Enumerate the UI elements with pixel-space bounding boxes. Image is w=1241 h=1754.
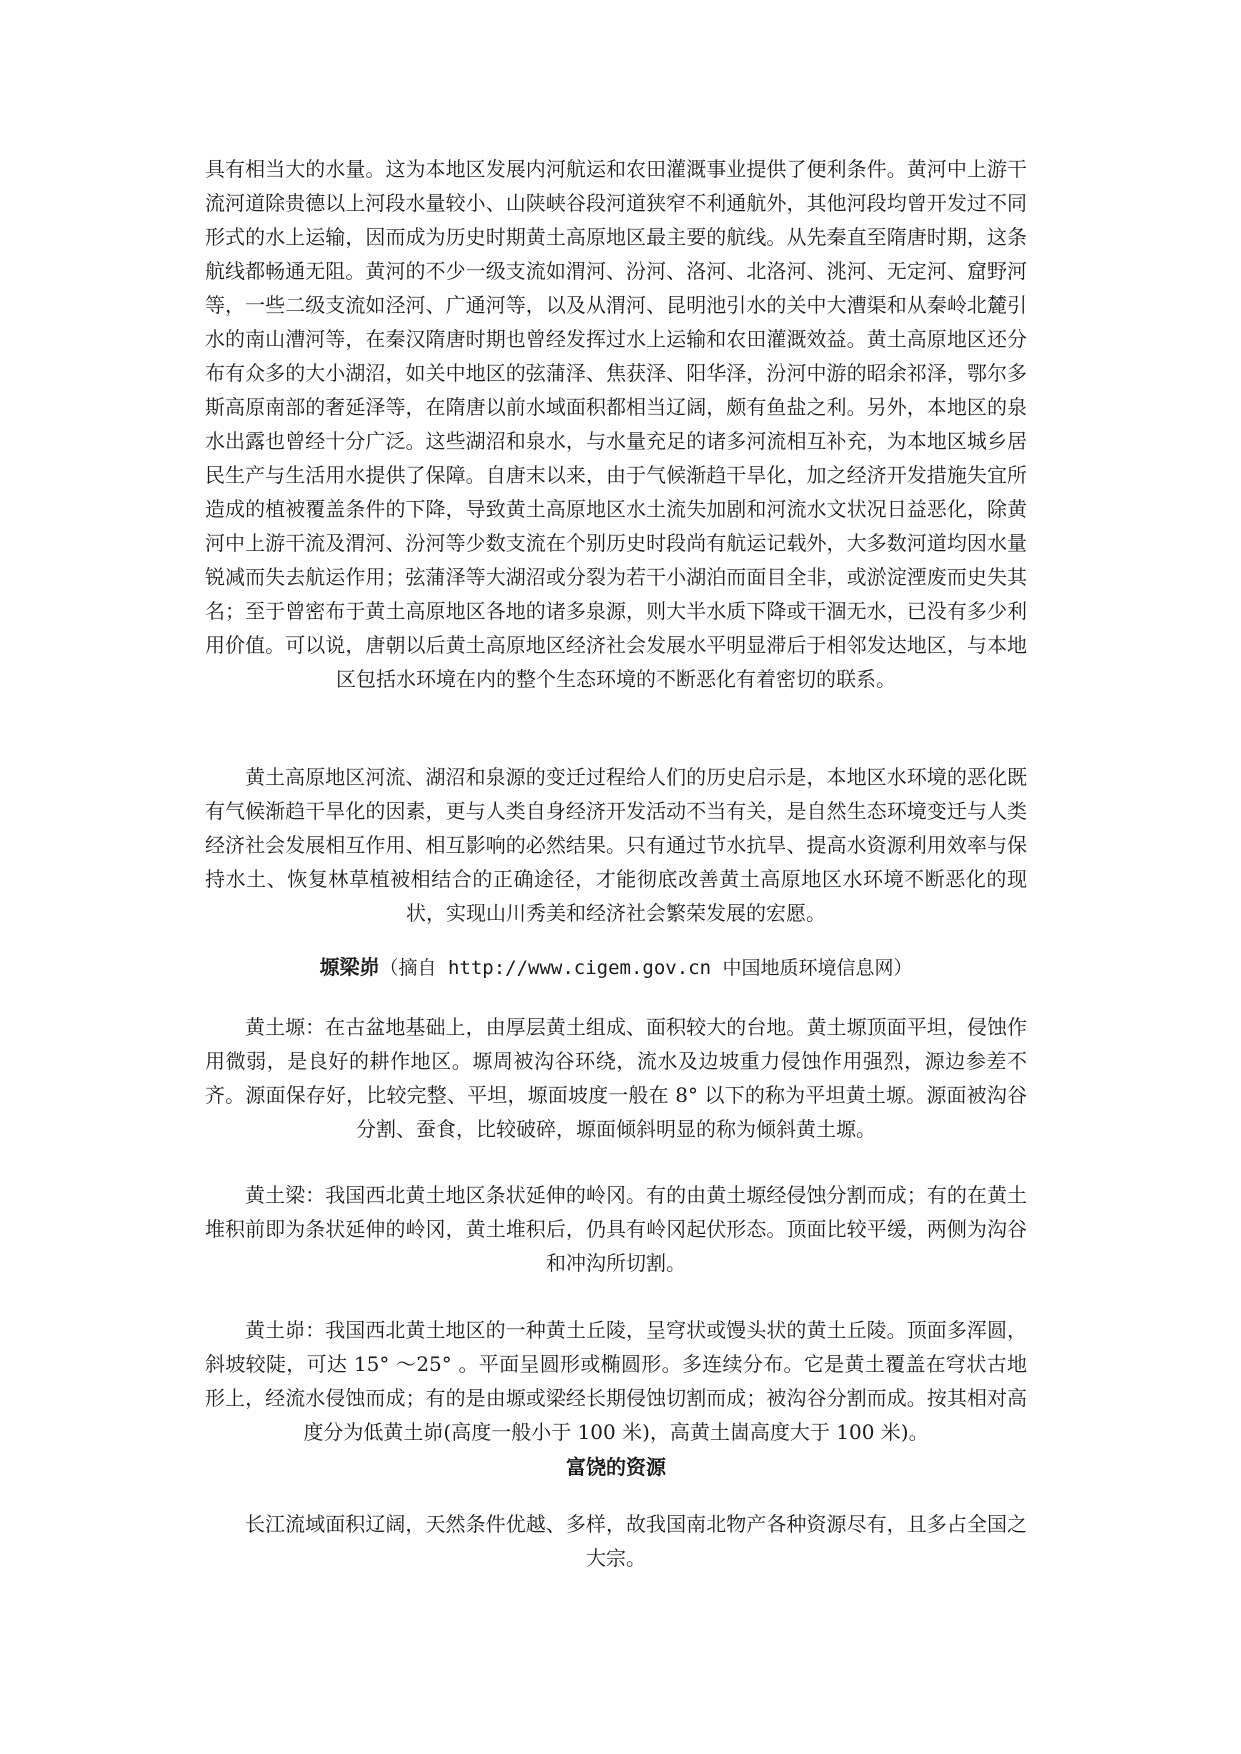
paragraph-water-navigation: 具有相当大的水量。这为本地区发展内河航运和农田灌溉事业提供了便利条件。黄河中上游干流河道除贵德以上河段水量较小、山陕峡谷段河道狭窄不利通航外，其他河段均曾开发过不同形式的水上运输，因而成为历史时期黄土高原地区最主要的航线。从先秦直至隋唐时期，这条航线都畅通无阻。黄河的不少一级支流如渭河、汾河、洛河、北洛河、洮河、无定河、窟野河等，一些二级支流如泾河、广通河等，以及从渭河、昆明池引水的关中大漕渠和从秦岭北麓引水的南山漕河等，在秦汉隋唐时期也曾经发挥过水上运输和农田灌溉效益。黄土高原地区还分布有众多的大小湖沼，如关中地区的弦蒲泽、焦获泽、阳华泽，汾河中游的昭余祁泽，鄂尔多斯高原南部的奢延泽等，在隋唐以前水域面积都相当辽阔，颇有鱼盐之利。另外，本地区的泉水出露也曾经十分广泛。这些湖沼和泉水，与水量充足的诸多河流相互补充，为本地区城乡居民生产与生活用水提供了保障。自唐末以来，由于气候渐趋干旱化，加之经济开发措施失宜所造成的植被覆盖条件的下降，导致黄土高原地区水土流失加剧和河流水文状况日益恶化，除黄河中上游干流及渭河、汾河等少数支流在个别历史时段尚有航运记载外，大多数河道均因水量锐减而失去航运作用；弦蒲泽等大湖沼或分裂为若干小湖泊而面目全非，或淤淀湮废而史失其名；至于曾密布于黄土高原地区各地的诸多泉源，则大半水质下降或干涸无水，已没有多少利用价值。可以说，唐朝以后黄土高原地区经济社会发展水平明显滞后于相邻发达地区，与本地区包括水环境在内的整个生态环境的不断恶化有着密切的联系。 bbox=[205, 157, 1027, 691]
paragraph-loess-hill-mao: 黄土峁：我国西北黄土地区的一种黄土丘陵，呈穹状或馒头状的黄土丘陵。顶面多浑圆，斜坡较陡，可达 15° ～25° 。平面呈圆形或椭圆形。多连续分布。它是黄土覆盖在穹状古地形上，经流水侵蚀而成；有的是由塬或梁经长期侵蚀切割而成；被沟谷分割而成。按其相对高度分为低黄土峁(高度一般小于 100 米)，高黄土崮高度大于 100 米)。 bbox=[205, 1318, 1027, 1444]
heading-resources-title: 富饶的资源 bbox=[566, 1455, 666, 1479]
paragraph-yangtze-resources: 长江流域面积辽阔，天然条件优越、多样，故我国南北物产各种资源尽有，且多占全国之大宗。 bbox=[245, 1512, 1027, 1570]
paragraph-historical-lesson: 黄土高原地区河流、湖沼和泉源的变迁过程给人们的历史启示是，本地区水环境的恶化既有气候渐趋干旱化的因素，更与人类自身经济开发活动不当有关，是自然生态环境变迁与人类经济社会发展相互作用、相互影响的必然结果。只有通过节水抗旱、提高水资源利用效率与保持水土、恢复林草植被相结合的正确途径，才能彻底改善黄土高原地区水环境不断恶化的现状，实现山川秀美和经济社会繁荣发展的宏愿。 bbox=[205, 765, 1027, 925]
heading-source: （摘自 http://www.cigem.gov.cn 中国地质环境信息网） bbox=[379, 957, 913, 979]
paragraph-loess-plateau-yuan: 黄土塬：在古盆地基础上，由厚层黄土组成、面积较大的台地。黄土塬顶面平坦，侵蚀作用微弱，是良好的耕作地区。塬周被沟谷环绕，流水及边坡重力侵蚀作用强烈，源边参差不齐。源面保存好，比较完整、平坦，塬面坡度一般在 8° 以下的称为平坦黄土塬。源面被沟谷分割、蚕食，比较破碎，塬面倾斜明显的称为倾斜黄土塬。 bbox=[205, 1015, 1027, 1141]
paragraph-loess-ridge-liang: 黄土梁：我国西北黄土地区条状延伸的岭冈。有的由黄土塬经侵蚀分割而成；有的在黄土堆积前即为条状延伸的岭冈，黄土堆积后，仍具有岭冈起伏形态。顶面比较平缓，两侧为沟谷和冲沟所切割。 bbox=[205, 1183, 1027, 1275]
heading-title: 塬梁峁 bbox=[319, 955, 380, 979]
section-heading-landforms bbox=[205, 950, 1027, 985]
section-heading-resources bbox=[205, 1450, 1027, 1484]
